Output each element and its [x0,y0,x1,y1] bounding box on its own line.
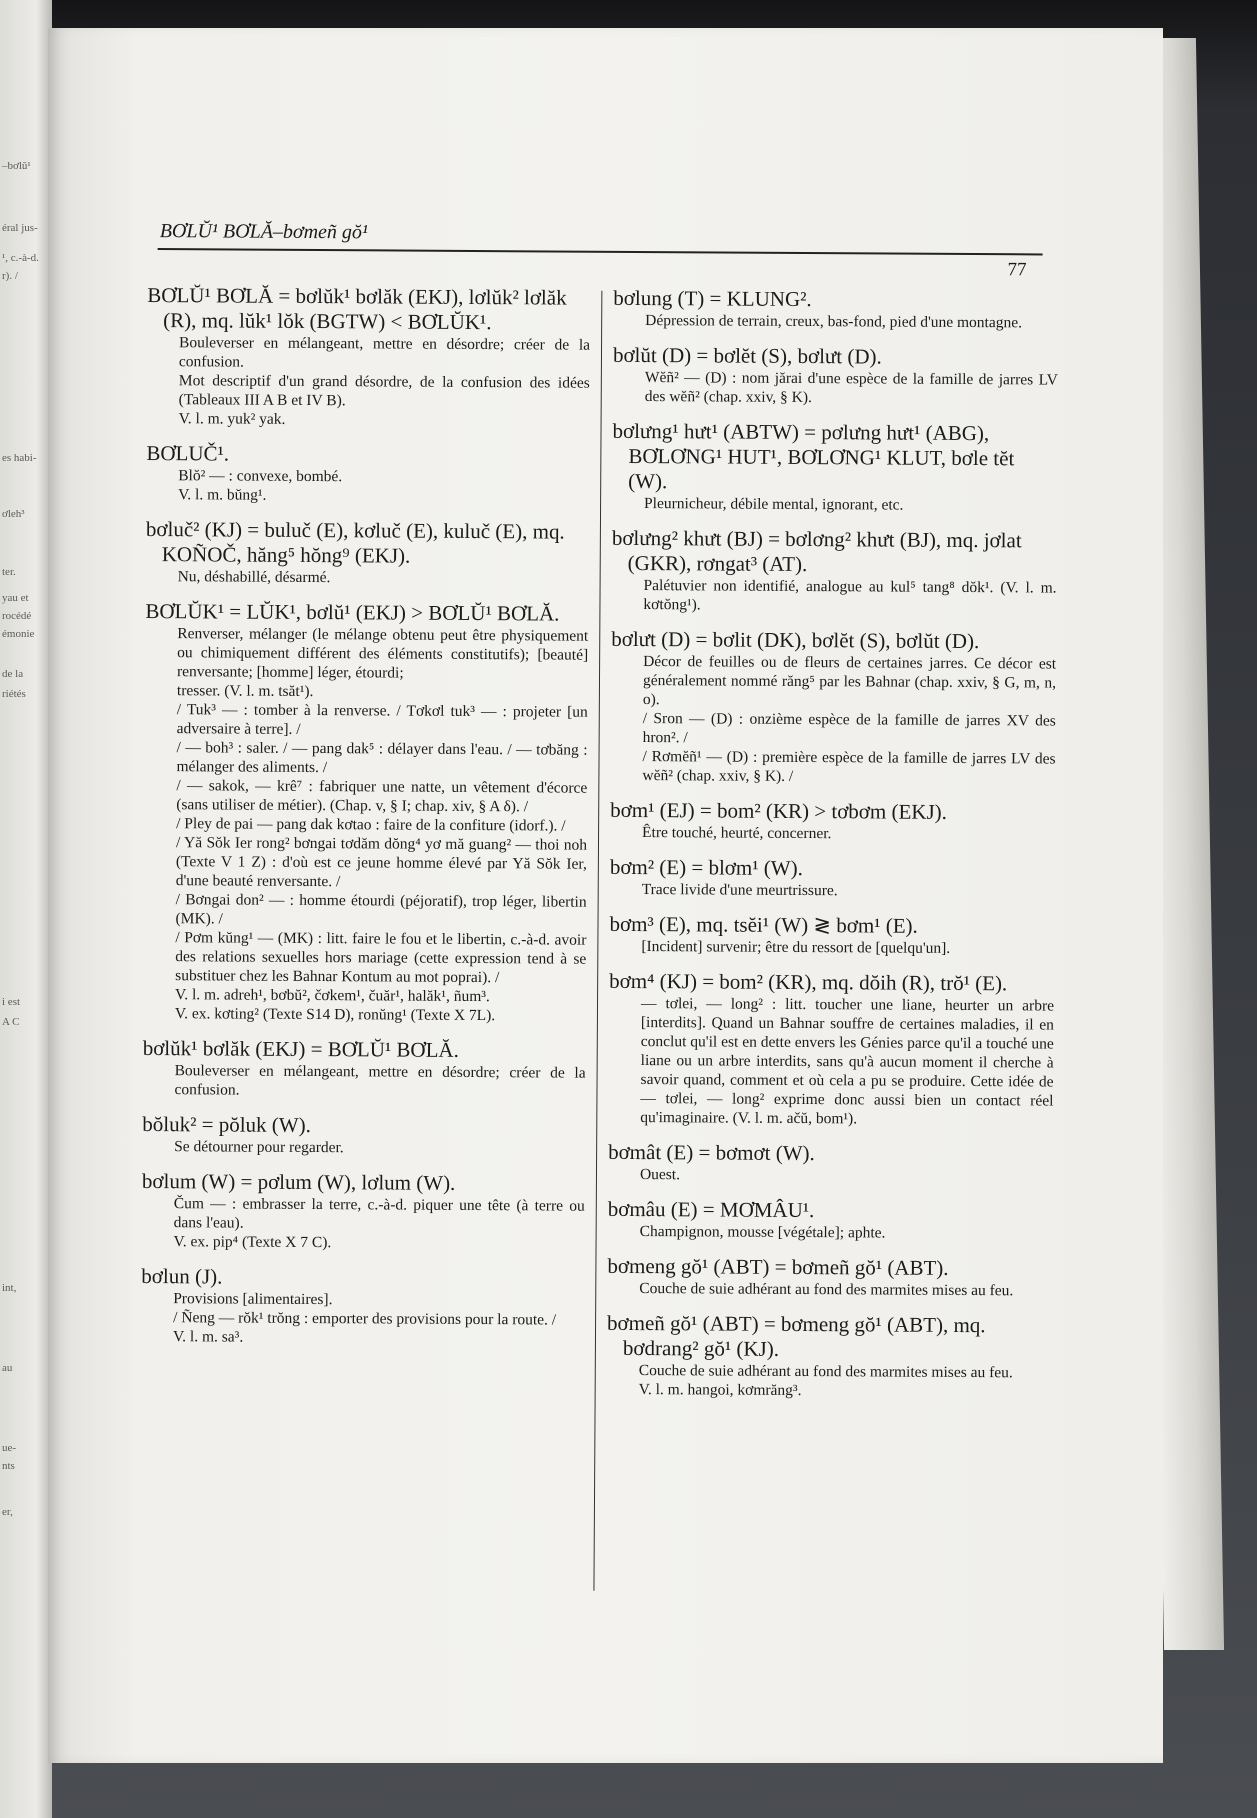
entry-headword: BƠLUČ¹. [146,440,230,466]
definition-line: V. l. m. adreh¹, bơbŭ², čơkem¹, čuăr¹, halăk¹, ñum³. [175,986,490,1006]
dictionary-entry [610,627,1056,788]
entry-headword: bơlum (W) = pơlum (W), lơlum (W). [141,1168,456,1195]
entry-definition [608,1165,1053,1187]
definition-line: / Bơngai don² — : homme étourdi (péjoratif), trop léger, libertin (MK). / [175,891,587,928]
entry-headword: BƠLŬK¹ = LŬK¹, bơlŭ¹ (EKJ) > BƠLŬ¹ BƠLĂ. [145,598,560,626]
dictionary-entry [142,1036,585,1102]
definition-line: / — sakok, — krê⁷ : fabriquer une natte, un vêtement d'écorce (sans utiliser de métier). (Chap. v, § I; chap. xiv, § A δ). / [176,777,588,816]
definition-line: / Ñeng — rŏk¹ trŏng : emporter des provisions pour la route. / [173,1309,557,1329]
entry-definition [141,1289,584,1349]
definition-line: Blŏ² — : convexe, bombé. [178,467,343,486]
definition-line: Trace livide d'une meurtrissure. [641,881,838,900]
definition-line: — tơlei, — long² : litt. toucher une liane, heurter un arbre [interdits]. Quand un Bahnar souffre de certaines maladies, il en conclut qu'il est en dette envers les Génies parce qu'il a touché une liane ou un arbre interdits, sans qu'à aucun moment il cherche à savoir quand, comment et où cela a pu se produire. Cette idée de — tơlei, — long² exprime donc aussi bien un contact réel qu'imaginaire. (V. l. m. ačŭ, bom¹). [640,995,1055,1128]
definition-line: / — boh³ : saler. / — pang dak⁵ : délayer dans l'eau. / — tơbăng : mélanger des aliments. / [176,739,588,777]
dictionary-entry [141,1264,584,1349]
entry-headword: bơlŭt (D) = bơlĕt (S), bơlưt (D). [612,342,882,369]
dictionary-entry [608,1197,1053,1244]
dictionary-entry [147,283,591,431]
left-page-fragment: ter. [2,566,16,578]
entry-headword: bơm⁴ (KJ) = bom² (KR), mq. dŏih (R), trŏ¹ (E). [609,968,1008,996]
entry-headword: bŏluk² = pŏluk (W). [142,1111,311,1138]
entry-headword: bơlun (J). [141,1263,223,1289]
definition-line: Bouleverser en mélangeant, mettre en désordre; créer de la confusion. [178,334,591,371]
entry-definition [146,466,589,507]
left-page-fragment: er, [2,1506,13,1518]
dictionary-entry [608,969,1054,1130]
entry-headword: bơlưt (D) = bơlit (DK), bơlĕt (S), bơlŭt (D). [611,626,980,654]
entry-headword: bơlưng¹ hưt¹ (ABTW) = pơlưng hưt¹ (ABG), BƠLƠNG¹ HUT¹, BƠLƠNG¹ KLUT, bơle tĕt (W). [612,418,1015,494]
left-page-fragment: A C [2,1016,20,1028]
left-page-fragment: –bơlŭ¹ [2,160,31,172]
definition-line: Nu, déshabillé, désarmé. [177,568,331,587]
entry-definition [611,576,1056,617]
entry-definition [613,368,1058,409]
definition-line: Décor de feuilles ou de fleurs de certaines jarres. Ce décor est généralement nommé răng⁵ par les Bahnar (chap. xxiv, § G, m, n, o). [642,653,1057,709]
page-content [139,188,1083,1614]
dictionary-entry [613,286,1058,333]
definition-line: V. l. m. hangoi, kơmrăng³. [638,1381,802,1400]
definition-line: Se détourner pour regarder. [174,1138,344,1157]
definition-line: Mot descriptif d'un grand désordre, de la confusion des idées (Tableaux III A B et IV B). [178,372,590,410]
entry-definition [607,1279,1052,1301]
dictionary-entry [611,526,1057,617]
entry-definition [146,567,589,589]
definition-line: Čum — : embrasser la terre, c.-à-d. piquer une tête (à terre ou dans l'eau). [173,1195,585,1232]
dictionary-entry [610,798,1055,845]
entry-definition [142,1194,585,1254]
definition-line: Renverser, mélanger (le mélange obtenu peut être physiquement ou chimiquement différent des éléments constitutifs); [beauté] renversante; [homme] léger, étourdi; [176,625,589,682]
entry-definition [142,1061,585,1102]
definition-line: Dépression de terrain, creux, bas-fond, pied d'une montagne. [645,312,1023,332]
left-page-fragment: es habi- [2,452,37,464]
dictionary-entry [146,517,589,589]
entry-definition [610,652,1056,788]
entry-definition [612,494,1057,516]
entry-headword: bơm³ (E), mq. tsĕi¹ (W) ≷ bơm¹ (E). [609,911,918,938]
dictionary-entry [612,419,1058,516]
definition-line: Couche de suie adhérant au fond des marmites mises au feu. [639,1280,1014,1300]
left-column [141,283,591,1362]
definition-line: Palétuvier non identifié, analogue au kul⁵ tang⁸ dŏk¹. (V. l. m. kơtŏng¹). [643,577,1057,614]
left-page-edge [0,0,52,1818]
definition-line: Ouest. [639,1166,681,1184]
entry-headword: bơm¹ (EJ) = bom² (KR) > tơbơm (EKJ). [610,797,948,824]
definition-line: V. ex. kơting² (Texte S14 D), ronŭng¹ (Texte X 7L). [174,1005,496,1025]
definition-line: Provisions [alimentaires]. [173,1290,333,1309]
definition-line: Wĕñ² — (D) : nom jărai d'une espèce de la famille de jarres LV des wĕñ² (chap. xxiv, § K). [644,369,1058,407]
running-head: BƠLŬ¹ BƠLĂ–bơmeñ gŏ¹ [159,220,369,244]
entry-headword: BƠLŬ¹ BƠLĂ = bơlŭk¹ bơlăk (EKJ), lơlŭk² lơlăk (R), mq. lŭk¹ lŏk (BGTW) < BƠLŬK¹. [147,282,567,335]
dictionary-entry [142,1112,585,1159]
entry-headword: bơmeng gŏ¹ (ABT) = bơmeñ gŏ¹ (ABT). [607,1253,949,1280]
entry-definition [147,333,591,431]
definition-line: Pleurnicheur, débile mental, ignorant, etc. [644,495,904,514]
definition-line: tresser. (V. l. m. tsăt¹). [176,682,314,701]
entry-headword: bơm² (E) = blơm¹ (W). [609,854,803,881]
dictionary-entry [609,912,1054,959]
left-page-fragment: au [2,1362,13,1374]
definition-line: V. ex. pip⁴ (Texte X 7 C). [173,1233,332,1252]
dictionary-page [48,28,1163,1763]
left-page-fragment: éral jus- [2,222,38,234]
definition-line: / Yă Sŏk Ier rong² bơngai tơdăm dŏng⁴ yơ mă guang² — thoi noh (Texte V 1 Z) : d'où est ce jeune homme élevé par Yă Sŏk Ier, d'une beauté renversante. / [175,834,588,891]
right-column [607,286,1059,1415]
page-number: 77 [1007,259,1027,281]
entry-definition [607,1361,1052,1402]
entry-headword: bơmât (E) = bơmơt (W). [608,1139,815,1166]
entry-definition [609,937,1054,959]
entry-headword: bơmâu (E) = MƠMÂU¹. [607,1196,815,1223]
definition-line: V. l. m. sa³. [172,1328,244,1346]
left-page-fragment: rocédé [2,610,32,622]
dictionary-entry [146,441,589,507]
dictionary-entry [608,1140,1053,1187]
left-page-fragment: int, [2,1282,17,1294]
definition-line: / Pley de pai — pang dak kơtao : faire de la confiture (idorf.). / [176,815,566,835]
entry-definition [143,624,588,1026]
definition-line: Champignon, mousse [végétale]; aphte. [639,1223,886,1242]
entry-definition [608,994,1054,1130]
definition-line: V. l. m. bŭng¹. [178,486,267,504]
definition-line: Être touché, heurté, concerner. [642,824,832,843]
left-page-fragment: ¹, c.-à-d. [2,252,39,264]
dictionary-entry [610,855,1055,902]
definition-line: Couche de suie adhérant au fond des marmites mises au feu. [638,1362,1013,1382]
definition-line: / Pơm kŭng¹ — (MK) : litt. faire le fou et le libertin, c.-à-d. avoir des relations sexuelles hors mariage (cette expression tend à se substituer chez les Bahnar Kontum au mot poprai). / [175,929,587,987]
definition-line: V. l. m. yuk² yak. [178,410,286,428]
entry-definition [142,1137,585,1159]
dictionary-entry [142,1169,585,1254]
left-page-fragment: émonie [2,628,35,640]
entry-headword: bơmeñ gŏ¹ (ABT) = bơmeng gŏ¹ (ABT), mq. bơdrang² gŏ¹ (KJ). [607,1310,986,1361]
definition-line: / Rơmĕñ¹ — (D) : première espèce de la famille de jarres LV des wĕñ² (chap. xxiv, § K). / [642,748,1056,785]
entry-headword: bơluč² (KJ) = buluč (E), kơluč (E), kuluč (E), mq. KOÑOČ, hăng⁵ hŏng⁹ (EKJ). [145,516,565,568]
left-page-fragment: i est [2,996,21,1008]
header-rule [158,248,1043,255]
entry-definition [608,1222,1053,1244]
entry-headword: bơlŭk¹ bơlăk (EKJ) = BƠLŬ¹ BƠLĂ. [142,1035,459,1062]
left-page-fragment: de la [2,668,24,680]
entry-definition [610,823,1055,845]
left-page-fragment: ơleh³ [2,508,25,520]
definition-line: [Incident] survenir; être du ressort de [quelqu'un]. [641,938,951,957]
entry-headword: bơlung (T) = KLUNG². [613,285,812,312]
entry-definition [613,311,1058,333]
left-page-fragment: yau et [2,592,29,604]
entry-headword: bơlưng² khưt (BJ) = bơlơng² khưt (BJ), mq. jơlat (GKR), rơngat³ (AT). [611,525,1022,577]
left-page-fragment: r). / [2,270,18,282]
left-page-fragment: nts [2,1460,15,1472]
dictionary-entry [143,599,589,1026]
definition-line: Bouleverser en mélangeant, mettre en désordre; créer de la confusion. [174,1062,586,1099]
dictionary-entry [607,1311,1053,1402]
dictionary-entry [613,343,1058,409]
entry-definition [610,880,1055,902]
definition-line: / Tuk³ — : tomber à la renverse. / Tơkơl tuk³ — : projeter [un adversaire à terre]. / [176,701,588,738]
left-page-fragment: ue- [2,1442,17,1454]
dictionary-entry [607,1254,1052,1301]
definition-line: / Sron — (D) : onzième espèce de la famille de jarres XV des hron². / [642,710,1056,747]
left-page-fragment: riétés [2,688,26,700]
column-divider [593,291,602,1591]
